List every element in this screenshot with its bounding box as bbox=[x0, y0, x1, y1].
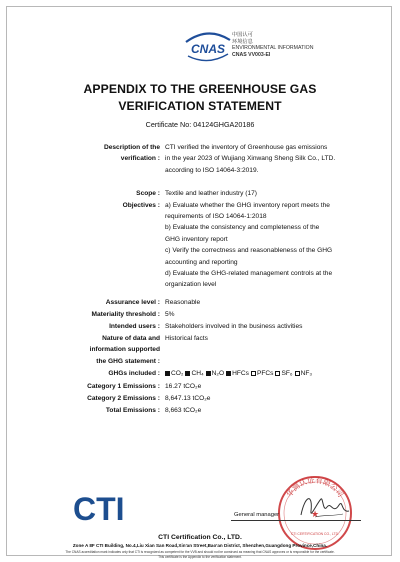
category2-value: 8,647.13 tCO₂e bbox=[165, 395, 211, 402]
total-value: 8,663 tCO₂e bbox=[165, 407, 202, 414]
svg-text:★: ★ bbox=[310, 509, 320, 519]
description-line3: according to ISO 14064-3:2019. bbox=[165, 166, 259, 174]
general-manager-label: General manager bbox=[234, 512, 280, 518]
document-title bbox=[7, 81, 393, 115]
total-label: Total Emissions : bbox=[105, 407, 160, 414]
footer-note-appendix: This certificate is the Appendix to the verification statement. bbox=[158, 555, 242, 559]
objective-line: a) Evaluate whether the GHG inventory report meets the bbox=[165, 201, 330, 209]
certificate-number bbox=[7, 120, 393, 129]
certificate-label: Certificate No: bbox=[145, 120, 192, 129]
nature-label-1: Nature of data and bbox=[102, 335, 160, 342]
cnas-logo bbox=[178, 30, 238, 64]
ghg-item-label: SF₆ bbox=[281, 370, 293, 377]
ghg-item-label: CH₄ bbox=[191, 370, 204, 377]
objective-line: requirements of ISO 14064-1:2018 bbox=[165, 212, 267, 220]
cnas-line1: 中国认可 bbox=[232, 32, 253, 38]
objective-line: GHG inventory report bbox=[165, 235, 228, 243]
title-line1: APPENDIX TO THE GREENHOUSE GAS bbox=[83, 82, 317, 96]
cti-logo-text: CTI bbox=[73, 491, 125, 525]
footer-address: Zone A 8F CTI Building, No.4,Liu Xian San Road,Xin'an Street,Bao'an District, Shenzhen,Guangdong Province,China. bbox=[72, 543, 328, 548]
description-label-1: Description of the bbox=[103, 144, 160, 151]
cnas-line3: ENVIRONMENTAL INFORMATION bbox=[232, 45, 314, 52]
cnas-accreditation-text bbox=[232, 32, 313, 58]
objective-line: organization level bbox=[165, 281, 217, 289]
cnas-line2: 环境信息 bbox=[232, 38, 253, 45]
nature-label-2: information supported bbox=[89, 346, 160, 354]
unchecked-box-icon bbox=[251, 371, 256, 376]
checked-box-icon bbox=[206, 371, 211, 376]
description-label-2: verification : bbox=[120, 155, 160, 163]
unchecked-box-icon bbox=[295, 371, 300, 376]
footer-company: CTI Certification Co., LTD. bbox=[158, 534, 242, 541]
ghgs-label: GHGs included : bbox=[108, 370, 160, 377]
certificate-page bbox=[6, 6, 392, 559]
description-line1: CTI verified the inventory of Greenhouse gas emissions bbox=[165, 144, 328, 151]
cnas-logo-text: CNAS bbox=[190, 42, 226, 56]
checked-box-icon bbox=[185, 371, 190, 376]
objective-line: d) Evaluate the GHG-related management controls at the bbox=[165, 269, 333, 277]
category1-label: Category 1 Emissions : bbox=[87, 383, 160, 390]
unchecked-box-icon bbox=[275, 371, 280, 376]
signature-line bbox=[231, 520, 361, 521]
ghg-item-label: HFCs bbox=[232, 370, 249, 377]
description-line2: in the year 2023 of Wujiang Xinwang Sheng Silk Co., LTD. bbox=[165, 155, 336, 163]
materiality-label: Materiality threshold : bbox=[91, 311, 160, 318]
users-label: Intended users : bbox=[109, 323, 160, 330]
nature-value: Historical facts bbox=[165, 335, 208, 342]
ghg-item-label: N₂O bbox=[211, 370, 225, 377]
ghg-item-label: PFCs bbox=[256, 370, 274, 377]
ghg-item-label: CO₂ bbox=[171, 370, 184, 377]
scope-value: Textile and leather industry (17) bbox=[165, 190, 257, 197]
objective-line: c) Verify the correctness and reasonableness of the GHG bbox=[165, 247, 333, 255]
seal-text: 华测认证有限公司 bbox=[284, 475, 346, 499]
category2-label: Category 2 Emissions : bbox=[87, 395, 160, 402]
objectives-label: Objectives : bbox=[122, 201, 160, 209]
scope-label: Scope : bbox=[136, 190, 160, 197]
materiality-value: 5% bbox=[165, 311, 175, 318]
users-value: Stakeholders involved in the business activities bbox=[165, 323, 303, 330]
ghg-list bbox=[165, 368, 365, 379]
assurance-value: Reasonable bbox=[165, 299, 201, 306]
checked-box-icon bbox=[226, 371, 231, 376]
signature bbox=[283, 485, 363, 525]
seal-subtext: CTI CERTIFICATION CO., LTD. bbox=[290, 532, 340, 536]
title-line2: VERIFICATION STATEMENT bbox=[118, 99, 282, 113]
checked-box-icon bbox=[165, 371, 170, 376]
objective-line: b) Evaluate the consistency and completeness of the bbox=[165, 224, 320, 232]
ghg-item-label: NF₃ bbox=[300, 370, 313, 377]
certificate-value: 04124GHGA20186 bbox=[193, 120, 255, 129]
assurance-label: Assurance level : bbox=[105, 299, 160, 306]
cnas-line4: CNAS VV003-EI bbox=[232, 51, 271, 58]
footer-note-accreditation: The CNAS accreditation mark indicates only that CTI is recognized as competent for the VVB and should not be construed as meaning that CNAS approves or is responsible for the certificate. bbox=[65, 550, 335, 554]
nature-label-3: the GHG statement : bbox=[96, 357, 160, 365]
objective-line: accounting and reporting bbox=[165, 258, 238, 266]
cti-logo bbox=[73, 491, 137, 525]
category1-value: 16.27 tCO₂e bbox=[165, 383, 202, 390]
